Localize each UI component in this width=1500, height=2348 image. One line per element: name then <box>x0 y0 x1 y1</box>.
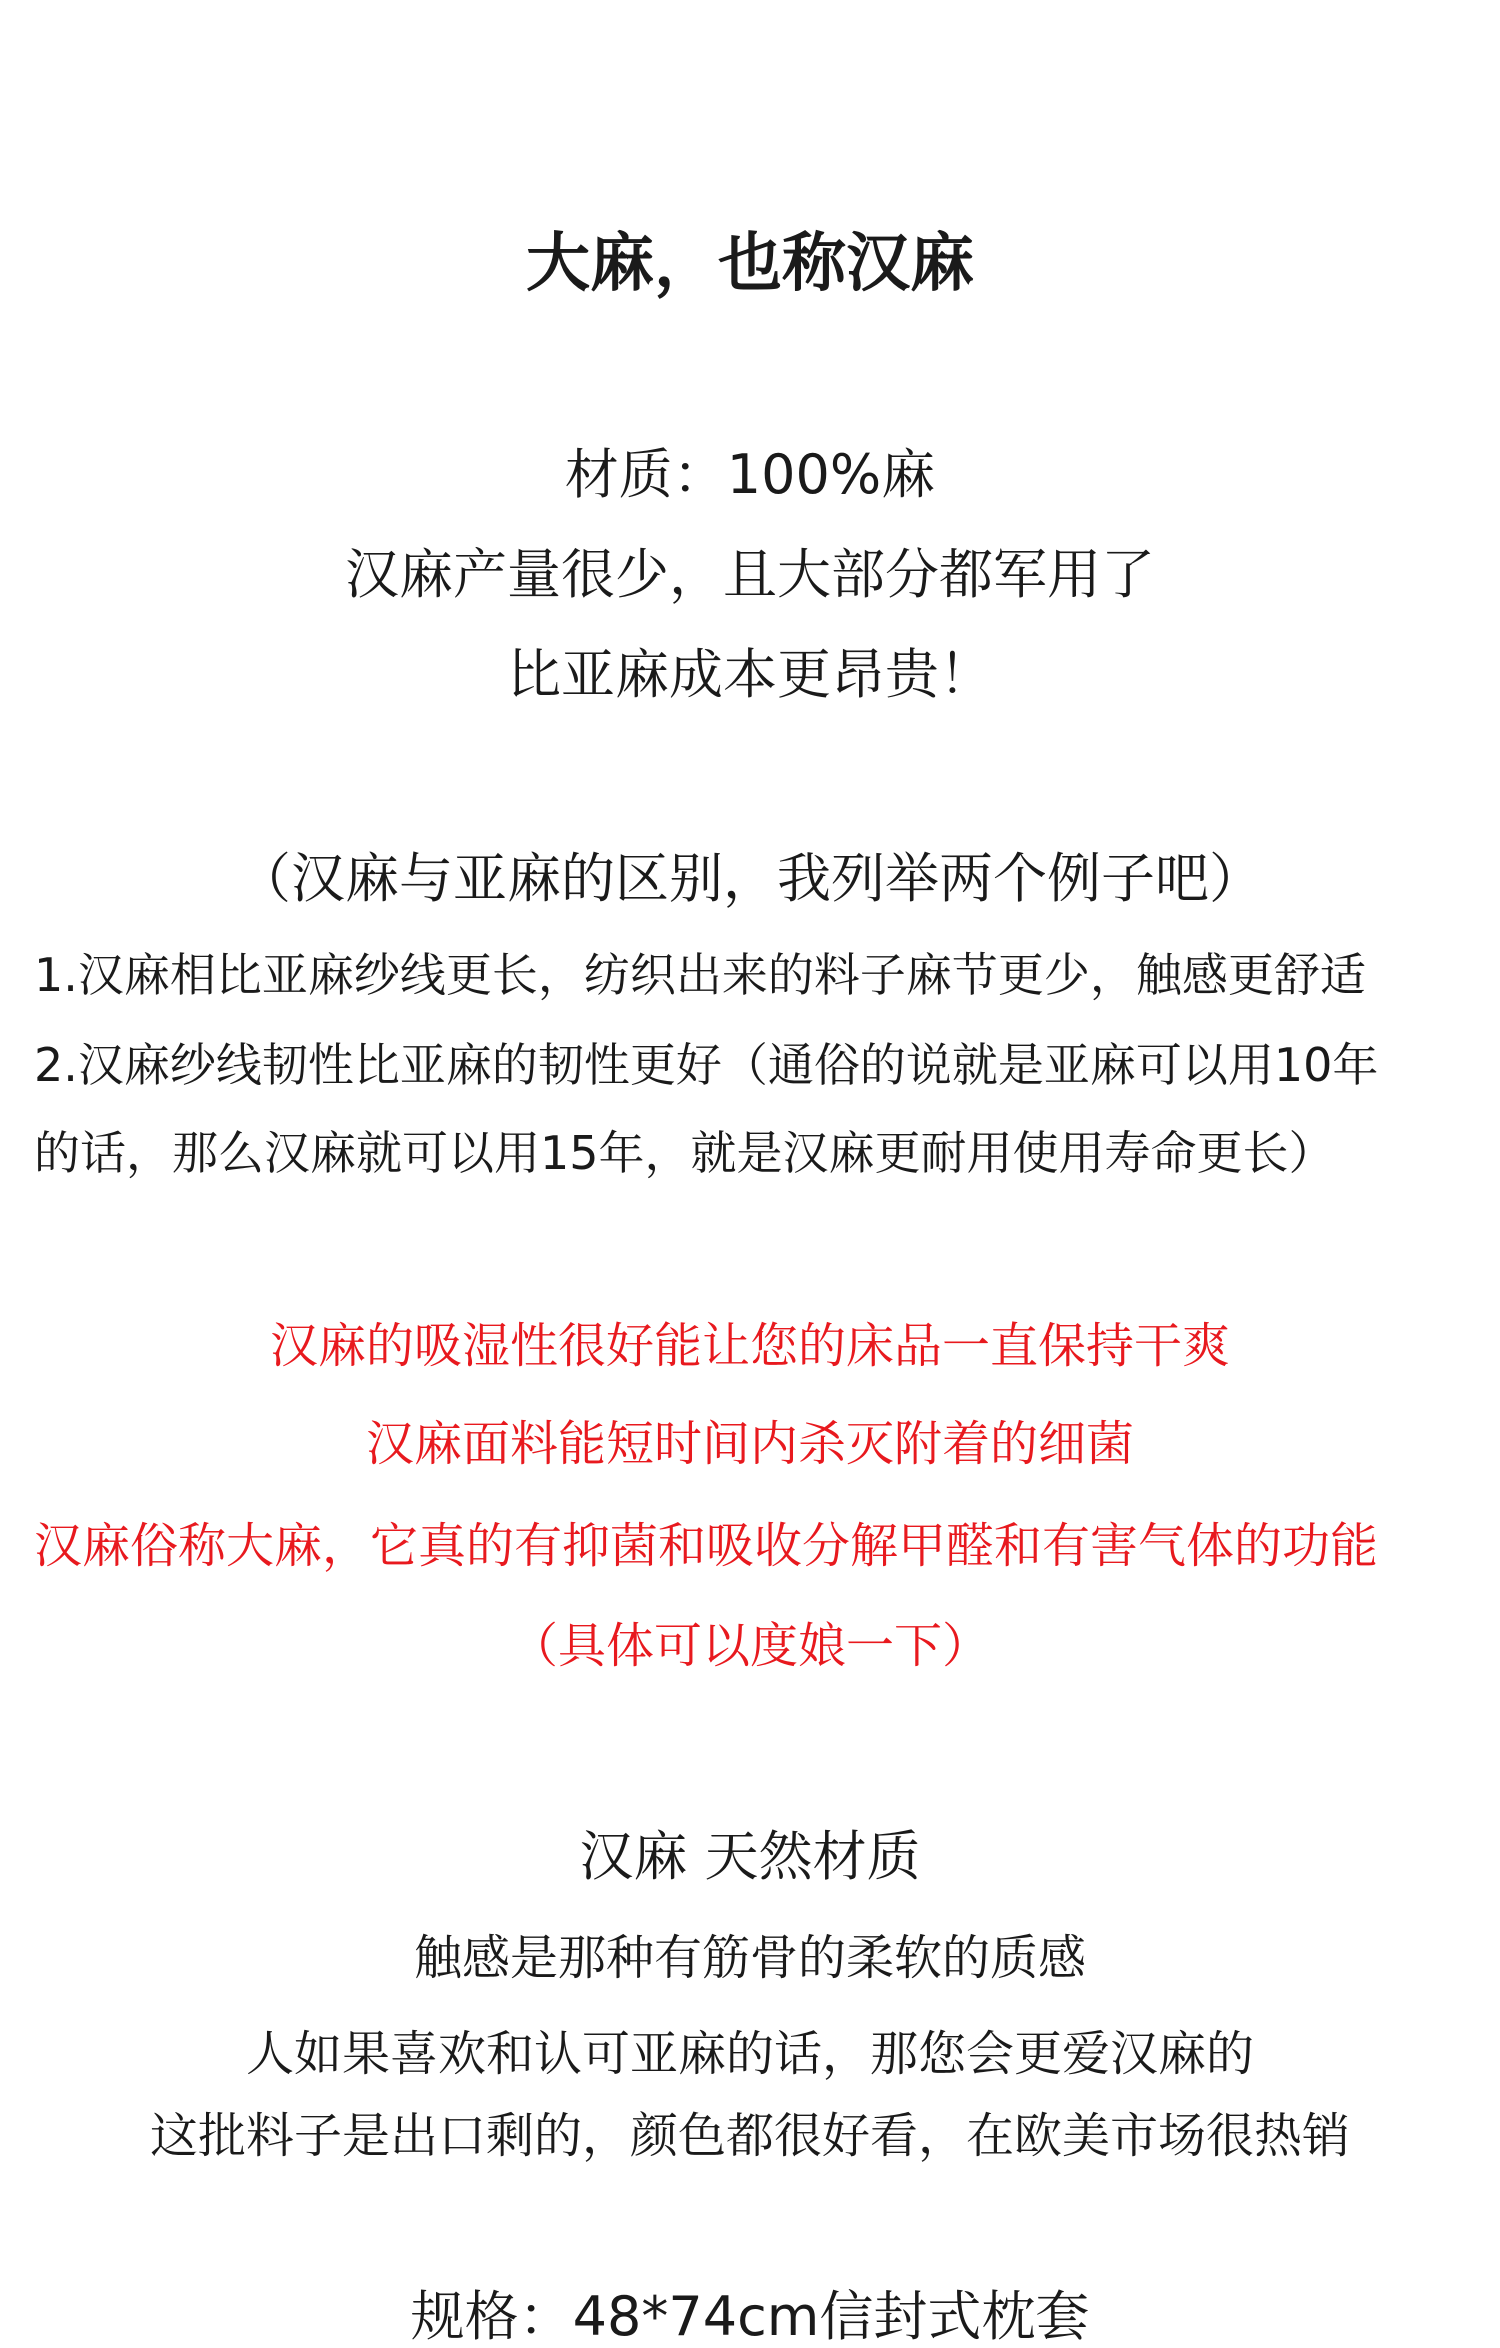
natural-line-1: 触感是那种有筋骨的柔软的质感 <box>413 1930 1086 1986</box>
material-line: 材质：100%麻 <box>564 443 936 506</box>
highlight-line-3: 汉麻俗称大麻，它真的有抑菌和吸收分解甲醛和有害气体的功能 <box>34 1518 1379 1574</box>
natural-line-3: 这批料子是出口剩的，颜色都很好看，在欧美市场很热销 <box>149 2108 1350 2164</box>
highlight-line-1: 汉麻的吸湿性很好能让您的床品一直保持干爽 <box>269 1318 1230 1374</box>
natural-line-2: 人如果喜欢和认可亚麻的话，那您会更爱汉麻的 <box>245 2026 1254 2082</box>
intro-line-3: 比亚麻成本更昂贵！ <box>507 643 993 706</box>
spec-line-partial: 规格：48*74cm信封式枕套 <box>410 2285 1090 2348</box>
highlight-line-4: （具体可以度娘一下） <box>509 1618 990 1674</box>
comparison-point-2-line-1: 2.汉麻纱线韧性比亚麻的韧性更好（通俗的说就是亚麻可以用10年 <box>34 1038 1379 1092</box>
comparison-heading: （汉麻与亚麻的区别，我列举两个例子吧） <box>237 847 1263 910</box>
intro-line-2: 汉麻产量很少，且大部分都军用了 <box>345 543 1155 606</box>
natural-heading: 汉麻 天然材质 <box>579 1825 921 1888</box>
comparison-point-1: 1.汉麻相比亚麻纱线更长，纺织出来的料子麻节更少，触感更舒适 <box>34 948 1366 1002</box>
page-title: 大麻，也称汉麻 <box>526 227 974 301</box>
comparison-point-2-line-2: 的话，那么汉麻就可以用15年，就是汉麻更耐用使用寿命更长） <box>34 1126 1335 1180</box>
highlight-line-2: 汉麻面料能短时间内杀灭附着的细菌 <box>365 1416 1134 1472</box>
